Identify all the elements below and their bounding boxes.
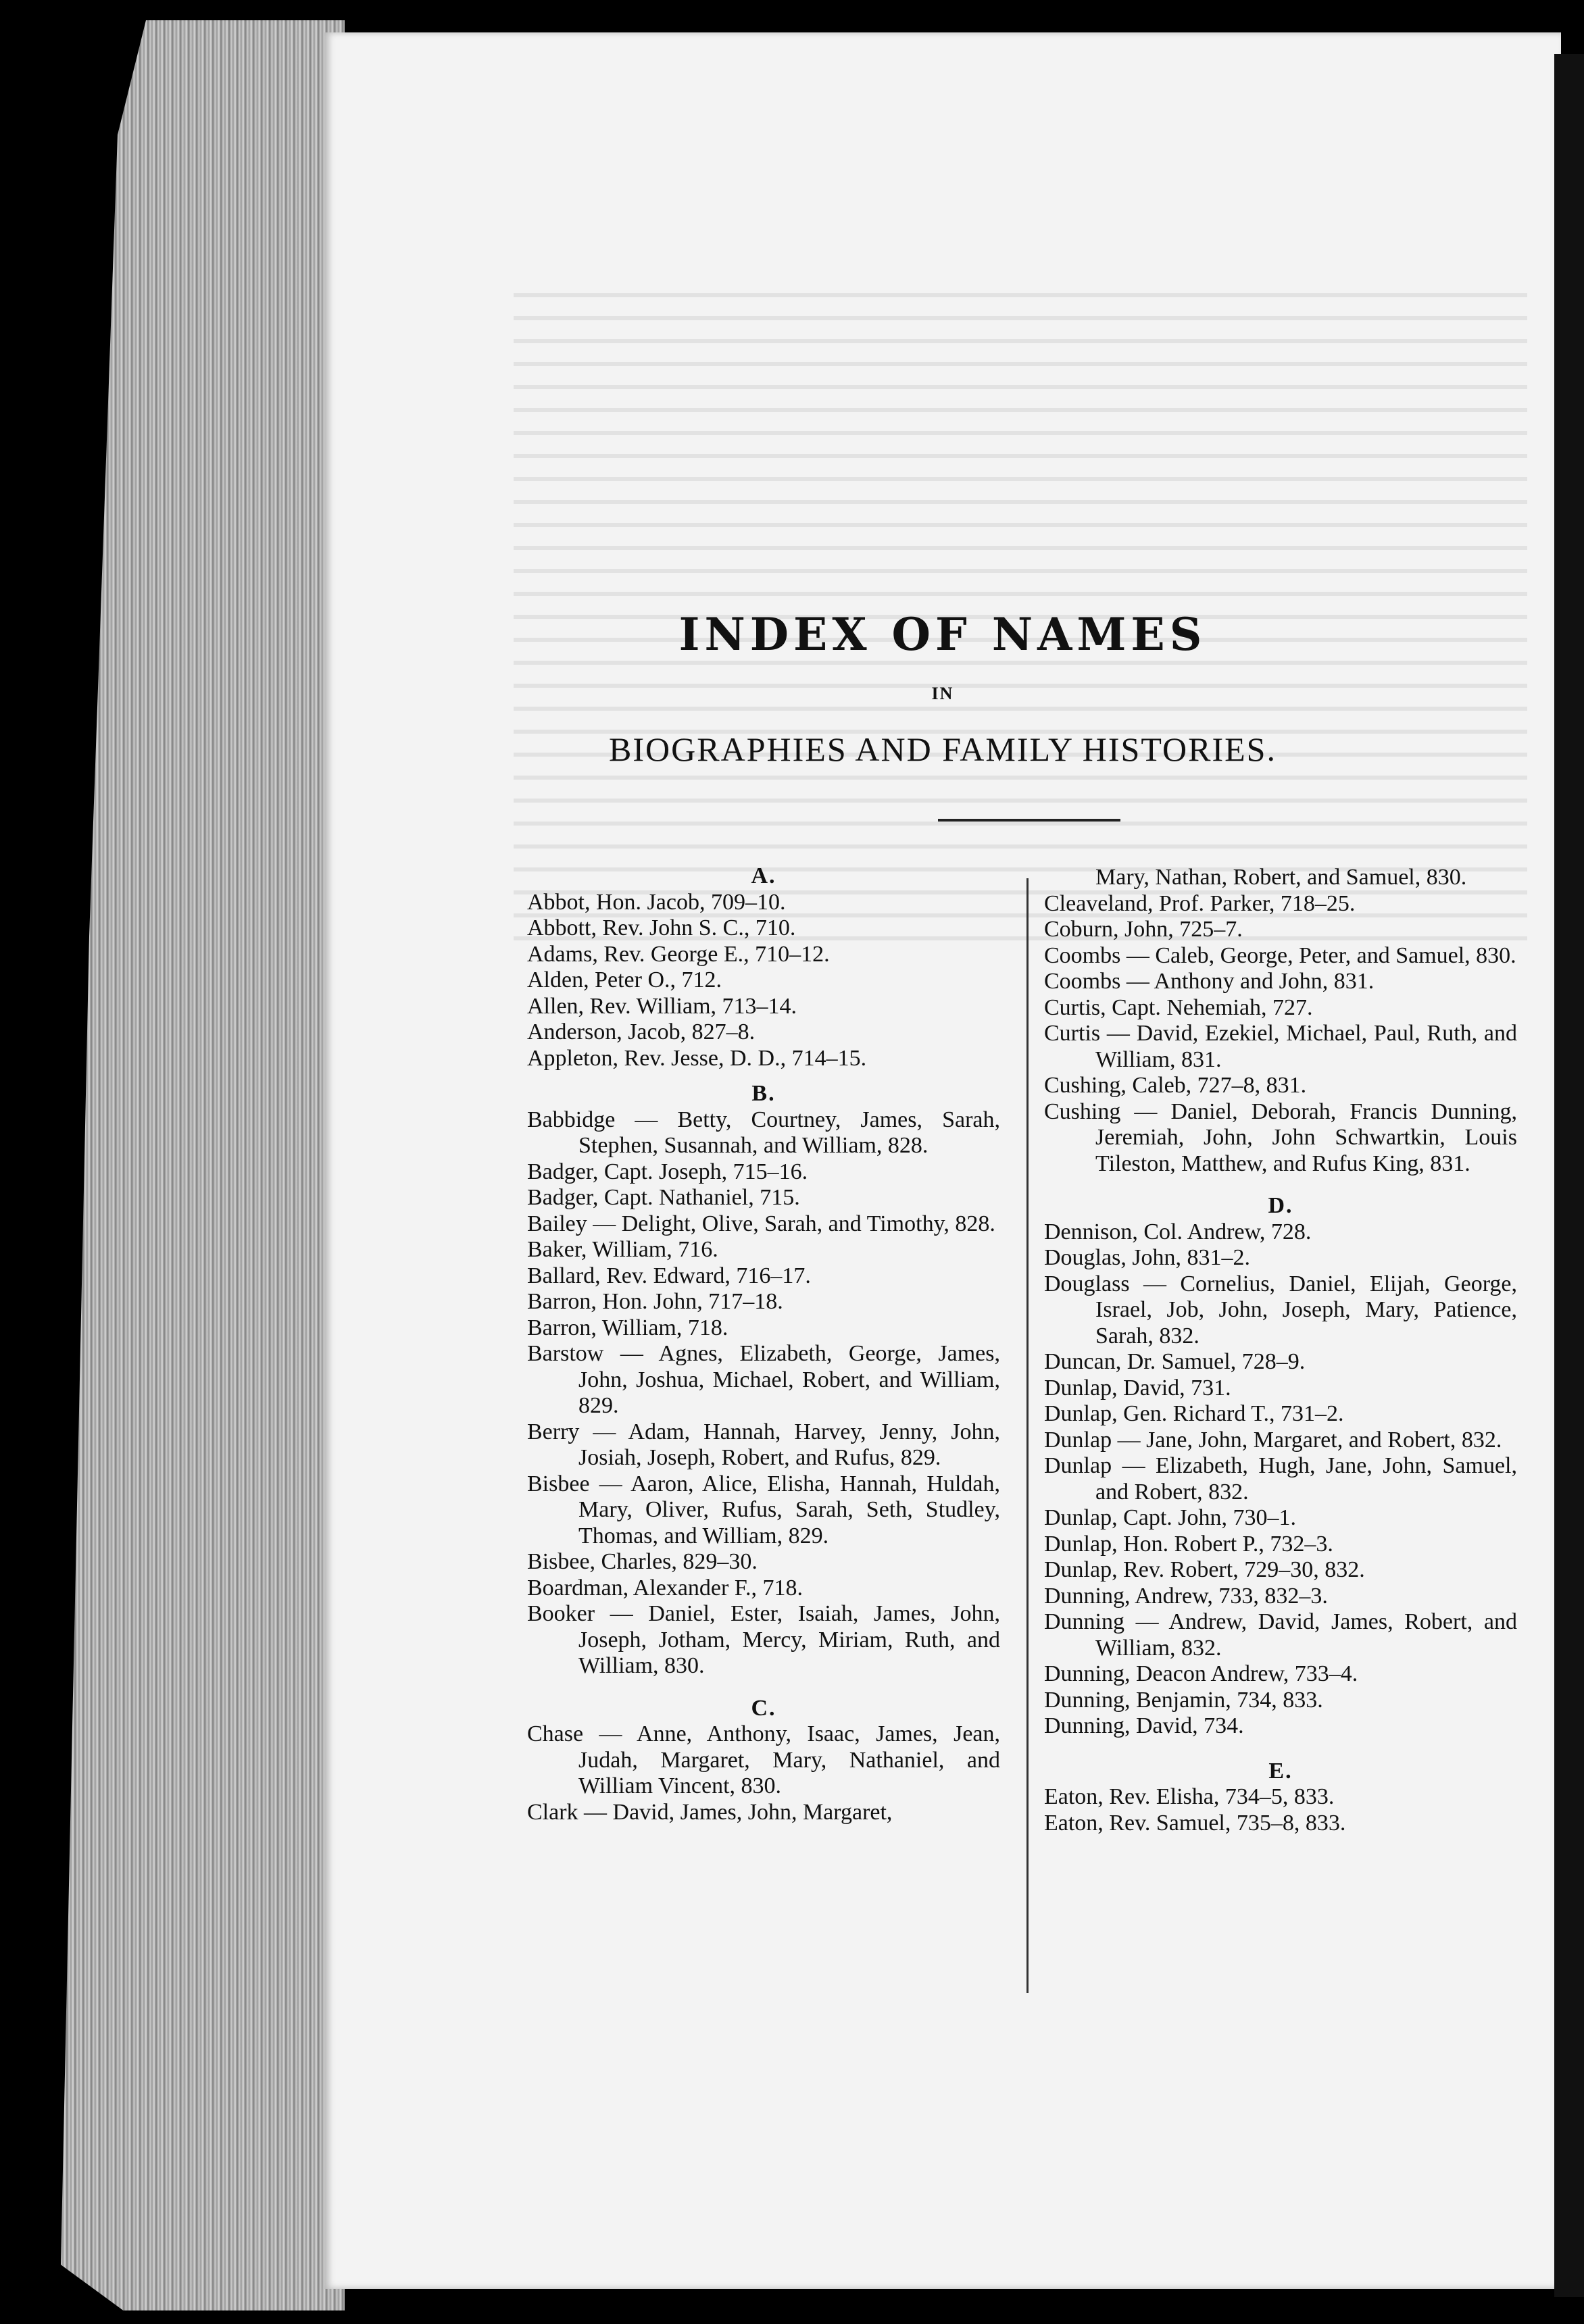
index-entry: Clark — David, James, John, Margaret, [527,1799,893,1825]
index-entry: Duncan, Dr. Samuel, 728–9. [1044,1349,1306,1374]
index-entry: Dunning, Andrew, 733, 832–3. [1044,1583,1328,1609]
index-entry: Allen, Rev. William, 713–14. [527,993,797,1019]
title-rule [938,819,1120,822]
index-entry: Dunlap, Capt. John, 730–1. [1044,1505,1297,1530]
index-entry: Dunning, Deacon Andrew, 733–4. [1044,1661,1358,1686]
index-entry: Chase — Anne, Anthony, Isaac, James, Jean, Judah, Margaret, Mary, Nathaniel, and William Vincent, 830. [527,1721,1000,1798]
index-entry: Coombs — Anthony and John, 831. [1044,969,1375,994]
index-entry: Cleaveland, Prof. Parker, 718–25. [1044,890,1356,916]
index-entry: Dunlap, Hon. Robert P., 732–3. [1044,1531,1333,1557]
index-entry: Booker — Daniel, Ester, Isaiah, James, John, Joseph, Jotham, Mercy, Miriam, Ruth, and William, 830. [527,1601,1000,1678]
facing-page-edge [1554,54,1584,2297]
index-entry: Douglas, John, 831–2. [1044,1245,1251,1270]
index-entry-continuation: Mary, Nathan, Robert, and Samuel, 830. [1095,865,1467,890]
index-entry: Badger, Capt. Nathaniel, 715. [527,1185,800,1210]
index-entry: Coburn, John, 725–7. [1044,917,1243,942]
index-entry: Bisbee — Aaron, Alice, Elisha, Hannah, Huldah, Mary, Oliver, Rufus, Sarah, Seth, Studley, Thomas, and William, 829. [527,1471,1000,1548]
index-entry: Boardman, Alexander F., 718. [527,1575,803,1600]
index-entry: Dunning — Andrew, David, James, Robert, and William, 832. [1044,1609,1517,1661]
index-entry: Dunlap, Rev. Robert, 729–30, 832. [1044,1557,1365,1582]
index-column-left [527,863,1000,1825]
index-entry: Berry — Adam, Hannah, Harvey, Jenny, John, Josiah, Joseph, Robert, and Rufus, 829. [527,1419,1000,1470]
index-entry: Coombs — Caleb, George, Peter, and Samuel, 830. [1044,942,1516,968]
index-entry: Adams, Rev. George E., 710–12. [527,941,830,967]
index-entry: Curtis, Capt. Nehemiah, 727. [1044,994,1313,1020]
index-entry: Barron, William, 718. [527,1315,728,1340]
section-heading-b: B. [751,1081,776,1106]
index-entry: Baker, William, 716. [527,1237,718,1262]
index-entry: Appleton, Rev. Jesse, D. D., 714–15. [527,1045,867,1071]
index-entry: Bailey — Delight, Olive, Sarah, and Timothy, 828. [527,1211,995,1236]
index-entry: Cushing, Caleb, 727–8, 831. [1044,1073,1307,1098]
section-heading-c: C. [751,1695,776,1721]
book-page-edges [61,20,345,2310]
section-heading-e: E. [1268,1758,1293,1784]
index-entry: Ballard, Rev. Edward, 716–17. [527,1263,811,1288]
index-entry: Eaton, Rev. Elisha, 734–5, 833. [1044,1784,1335,1809]
index-entry: Dennison, Col. Andrew, 728. [1044,1219,1312,1244]
index-entry: Dunlap — Elizabeth, Hugh, Jane, John, Samuel, and Robert, 832. [1044,1453,1517,1505]
index-entry: Alden, Peter O., 712. [527,967,722,992]
index-entry: Dunlap, Gen. Richard T., 731–2. [1044,1401,1344,1426]
index-column-right [1044,863,1517,1836]
index-entry: Dunning, David, 734. [1044,1713,1244,1738]
index-entry: Curtis — David, Ezekiel, Michael, Paul, Ruth, and William, 831. [1044,1021,1517,1072]
index-entry: Anderson, Jacob, 827–8. [527,1019,756,1044]
index-entry: Bisbee, Charles, 829–30. [527,1549,758,1574]
index-entry: Abbot, Hon. Jacob, 709–10. [527,889,786,915]
section-heading-a: A. [751,863,776,888]
section-heading-d: D. [1268,1193,1293,1218]
index-entry: Eaton, Rev. Samuel, 735–8, 833. [1044,1810,1346,1836]
index-entry: Dunning, Benjamin, 734, 833. [1044,1687,1323,1713]
index-entry: Douglass — Cornelius, Daniel, Elijah, George, Israel, Job, John, Joseph, Mary, Patience, Sarah, 832. [1044,1271,1517,1348]
index-entry: Badger, Capt. Joseph, 715–16. [527,1159,808,1184]
title-connector: IN [931,684,954,703]
page-subtitle: BIOGRAPHIES AND FAMILY HISTORIES. [609,730,1277,768]
page-title: INDEX OF NAMES [678,608,1207,661]
index-entry: Barron, Hon. John, 717–18. [527,1289,783,1314]
index-entry: Abbott, Rev. John S. C., 710. [527,915,796,940]
index-entry: Cushing — Daniel, Deborah, Francis Dunning, Jeremiah, John, John Schwartkin, Louis Tileston, Matthew, and Rufus King, 831. [1044,1098,1517,1176]
index-entry: Dunlap, David, 731. [1044,1375,1231,1400]
index-entry: Dunlap — Jane, John, Margaret, and Robert, 832. [1044,1427,1502,1452]
column-divider [1026,878,1029,1993]
index-entry: Barstow — Agnes, Elizabeth, George, James, John, Joshua, Michael, Robert, and William, 829. [527,1341,1000,1418]
index-entry: Babbidge — Betty, Courtney, James, Sarah, Stephen, Susannah, and William, 828. [527,1107,1000,1158]
